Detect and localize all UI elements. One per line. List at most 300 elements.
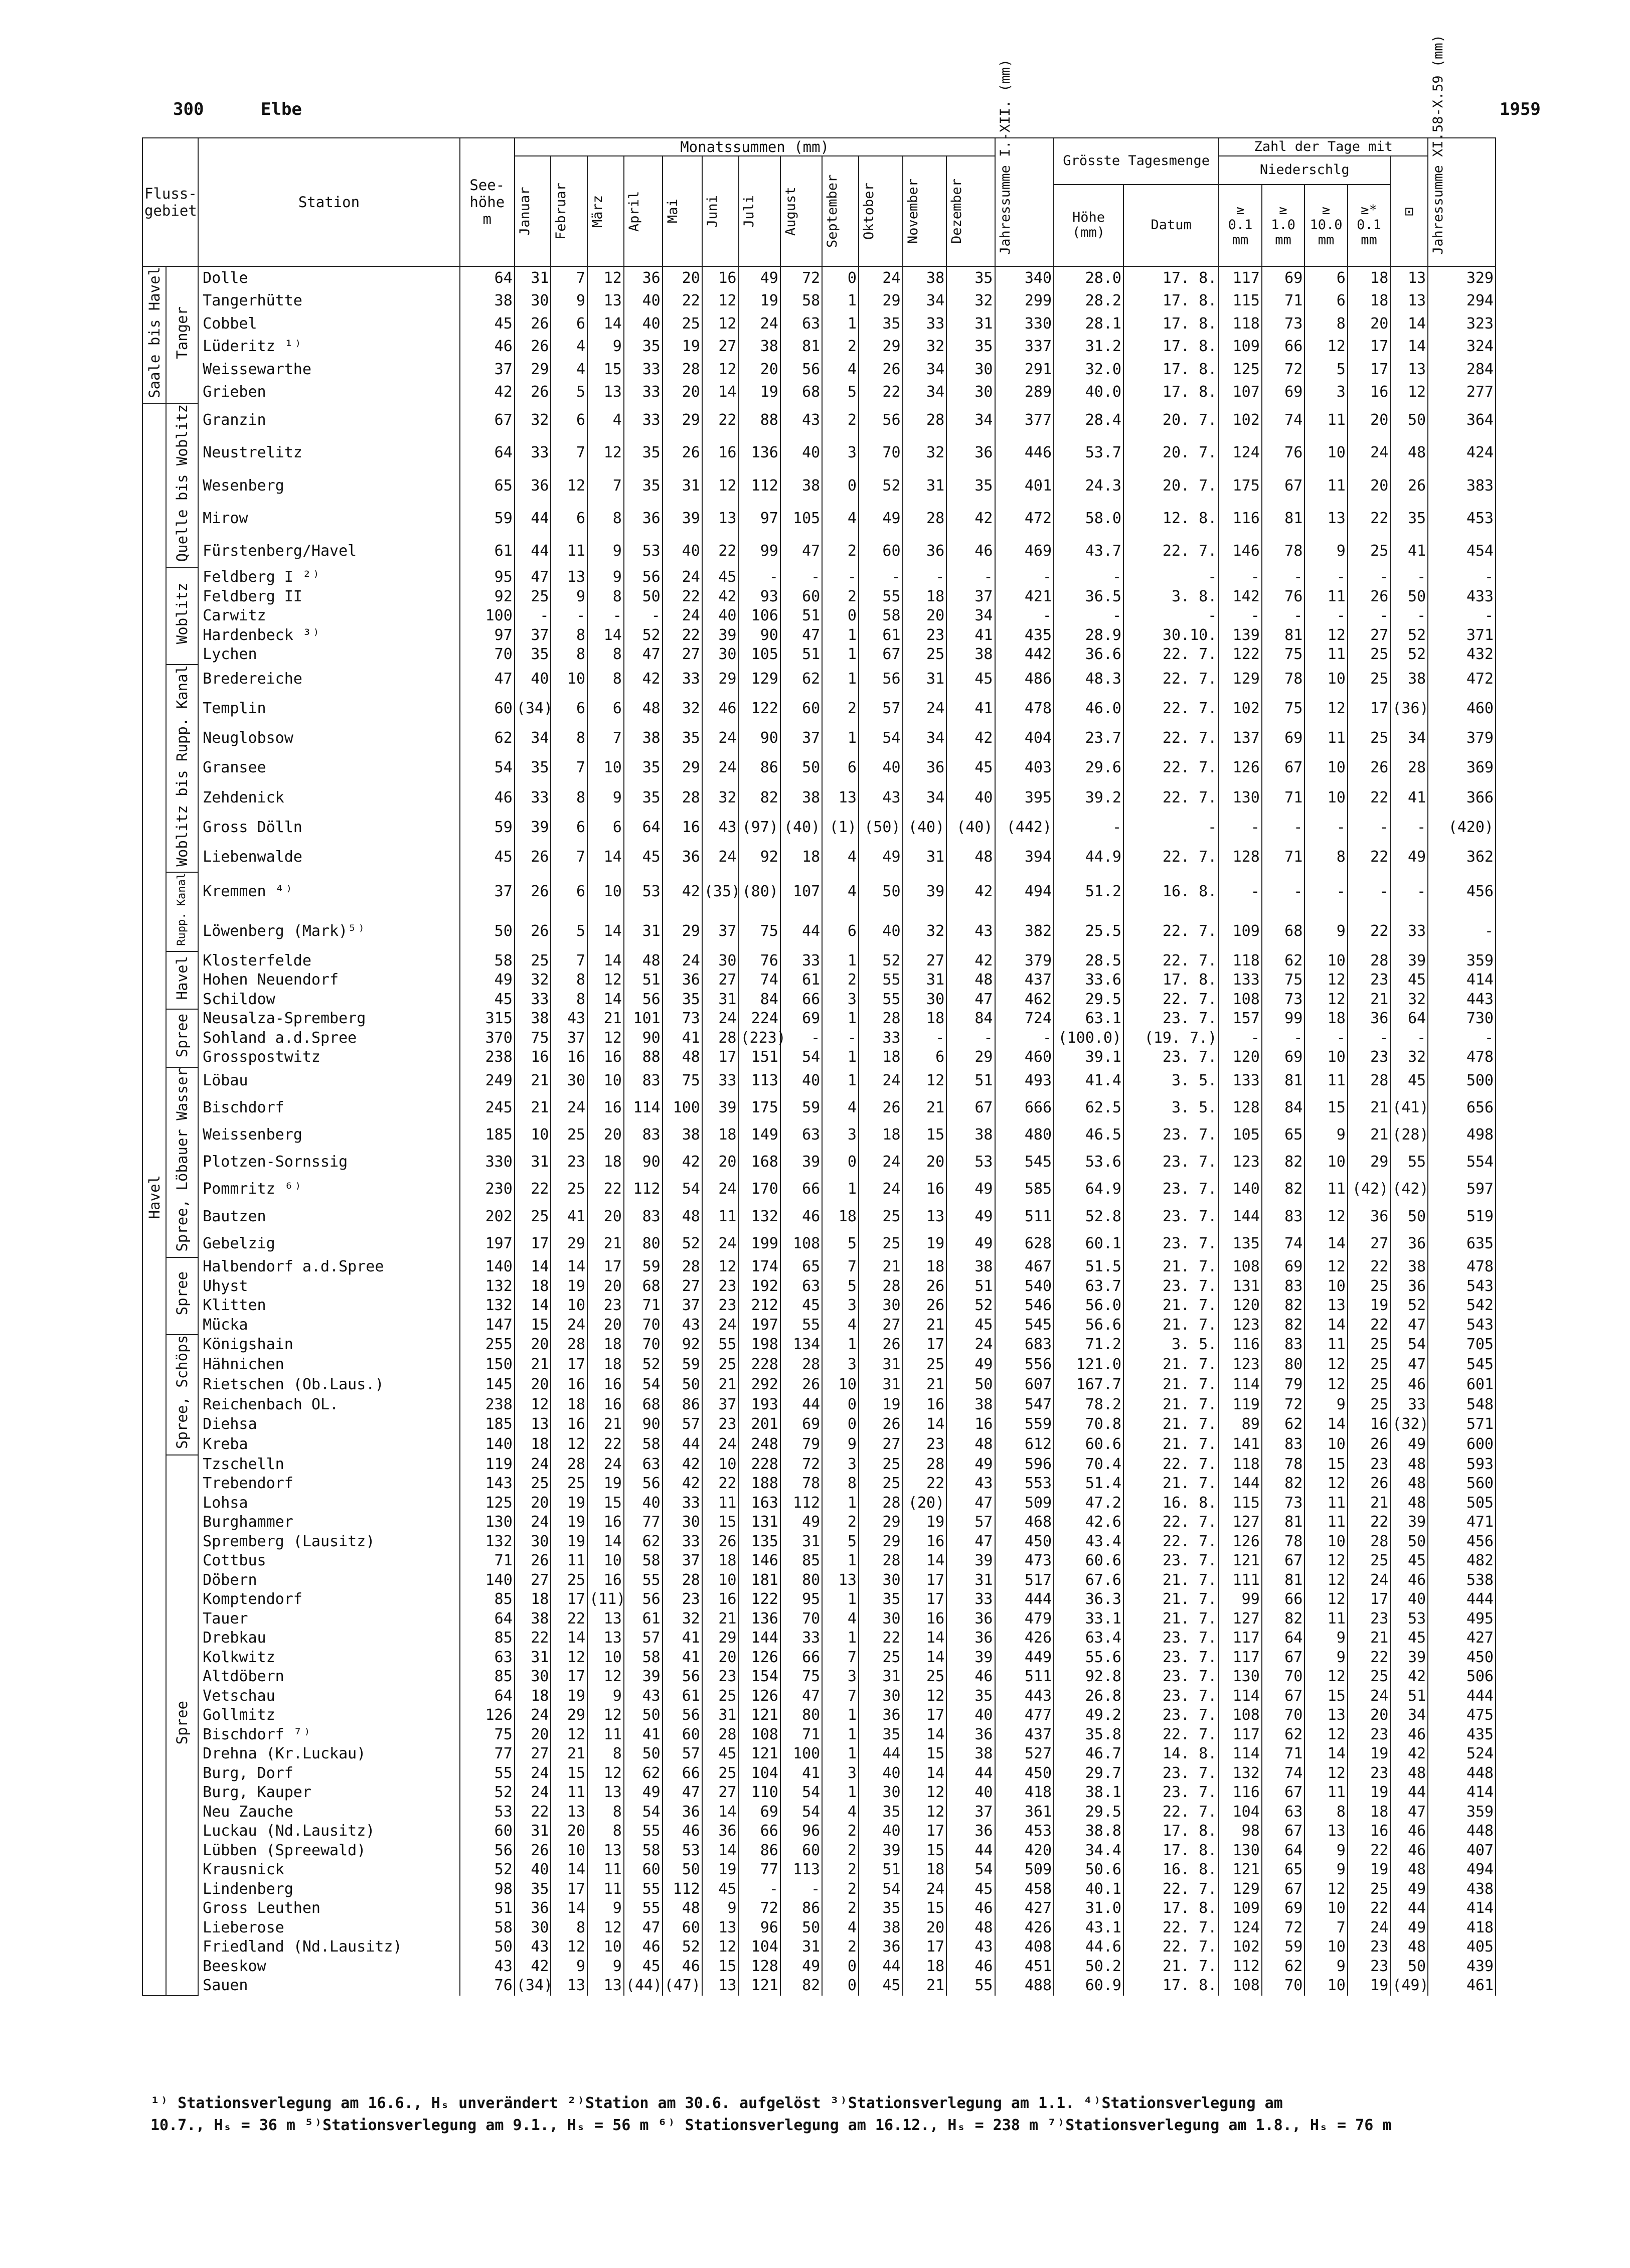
table-cell: 454 xyxy=(1428,535,1496,568)
table-cell: 292 xyxy=(739,1375,780,1395)
table-cell: 125 xyxy=(1219,358,1262,381)
table-cell: 130 xyxy=(460,1513,515,1532)
table-cell: 21. 7. xyxy=(1123,1415,1219,1435)
table-cell: - xyxy=(1390,1029,1428,1048)
table-cell: 57 xyxy=(624,1629,663,1648)
table-cell: (20) xyxy=(903,1494,947,1513)
table-cell: 67.6 xyxy=(1054,1571,1123,1590)
table-cell: 63 xyxy=(780,1277,822,1297)
table-cell: 81 xyxy=(1262,1571,1305,1590)
table-cell: 144 xyxy=(1219,1474,1262,1494)
table-cell: 16. 8. xyxy=(1123,872,1219,912)
table-cell: - xyxy=(1262,568,1305,587)
table-cell: 24 xyxy=(946,1335,995,1355)
table-cell: 13 xyxy=(1390,290,1428,313)
table-cell: 42 xyxy=(946,872,995,912)
table-cell: 41 xyxy=(1390,783,1428,813)
table-cell: 119 xyxy=(460,1455,515,1475)
table-cell: 144 xyxy=(1219,1203,1262,1230)
table-cell: 14 xyxy=(903,1648,947,1668)
table-cell: (100.0) xyxy=(1054,1029,1123,1048)
table-cell: 228 xyxy=(739,1455,780,1475)
table-cell: 61 xyxy=(460,535,515,568)
station-name: Lüderitz ¹⁾ xyxy=(198,336,460,359)
table-cell: 33 xyxy=(515,990,551,1010)
table-cell: 9 xyxy=(587,336,624,359)
table-cell: 63 xyxy=(780,1121,822,1149)
table-cell: 0 xyxy=(822,1395,859,1415)
table-cell: 76 xyxy=(739,951,780,971)
table-cell: 109 xyxy=(1219,912,1262,951)
table-cell: 28 xyxy=(1348,1067,1391,1094)
table-cell: 121 xyxy=(1219,1860,1262,1880)
table-cell: 24 xyxy=(1348,437,1391,469)
table-cell: 74 xyxy=(739,970,780,990)
table-cell: (28) xyxy=(1390,1121,1428,1149)
table-cell: 20 xyxy=(587,1203,624,1230)
table-cell: 67 xyxy=(1262,469,1305,502)
table-cell: 37 xyxy=(515,626,551,645)
table-cell: 60 xyxy=(780,587,822,607)
table-cell: 28 xyxy=(1348,1532,1391,1552)
table-cell: 394 xyxy=(995,843,1054,872)
table-cell: 44 xyxy=(515,535,551,568)
table-cell: 7 xyxy=(551,951,587,971)
table-cell: 86 xyxy=(739,1841,780,1861)
table-cell: 414 xyxy=(1428,1899,1496,1918)
table-cell: 13 xyxy=(587,381,624,404)
table-cell: 197 xyxy=(739,1316,780,1335)
table-cell: 41 xyxy=(946,694,995,724)
table-cell: 23 xyxy=(587,1296,624,1316)
table-cell: 14 xyxy=(551,1629,587,1648)
table-cell: 36 xyxy=(1390,1230,1428,1257)
header-month-8: August xyxy=(780,156,822,266)
table-cell: - xyxy=(1123,606,1219,626)
table-cell: 42 xyxy=(515,1957,551,1977)
table-cell: 60 xyxy=(780,694,822,724)
table-cell: 56 xyxy=(859,404,903,436)
table-cell: 601 xyxy=(1428,1375,1496,1395)
table-cell: 76 xyxy=(460,1976,515,1996)
table-cell: 57 xyxy=(663,1744,702,1764)
table-cell: 49 xyxy=(780,1957,822,1977)
table-cell: 43.1 xyxy=(1054,1918,1123,1938)
table-cell: 123 xyxy=(1219,1149,1262,1176)
table-cell: 38 xyxy=(1390,665,1428,694)
table-cell: 26 xyxy=(859,358,903,381)
table-cell: 16 xyxy=(946,1415,995,1435)
table-cell: 56 xyxy=(624,568,663,587)
table-cell: 418 xyxy=(995,1783,1054,1803)
table-cell: 22 xyxy=(515,1803,551,1822)
table-cell: 64 xyxy=(624,813,663,842)
table-cell: 53 xyxy=(946,1149,995,1176)
table-cell: 24 xyxy=(587,1455,624,1475)
table-cell: 13 xyxy=(1305,1296,1348,1316)
table-cell: - xyxy=(739,1880,780,1899)
table-cell: 13 xyxy=(551,568,587,587)
table-cell: 34 xyxy=(903,290,947,313)
table-cell: 72 xyxy=(1262,1395,1305,1415)
table-cell: 26 xyxy=(903,1277,947,1297)
table-cell: 60 xyxy=(460,694,515,724)
table-cell: 128 xyxy=(739,1957,780,1977)
table-cell: 26 xyxy=(702,1532,739,1552)
table-cell: 31 xyxy=(663,469,702,502)
table-cell: 108 xyxy=(1219,1976,1262,1996)
table-cell: 22 xyxy=(859,1629,903,1648)
table-cell: 71.2 xyxy=(1054,1335,1123,1355)
table-cell: 36 xyxy=(946,1609,995,1629)
table-cell: 28 xyxy=(859,1009,903,1029)
table-row xyxy=(142,1957,1496,1977)
table-cell: 28 xyxy=(859,1277,903,1297)
table-cell: 75 xyxy=(460,1725,515,1745)
table-cell: 424 xyxy=(1428,437,1496,469)
table-cell: 3. 5. xyxy=(1123,1335,1219,1355)
table-cell: 30 xyxy=(946,358,995,381)
table-cell: - xyxy=(1348,813,1391,842)
table-cell: 17 xyxy=(551,1667,587,1687)
table-cell: 75 xyxy=(663,1067,702,1094)
table-cell: 4 xyxy=(822,358,859,381)
table-cell: 543 xyxy=(1428,1277,1496,1297)
station-name: Mücka xyxy=(198,1316,460,1335)
table-cell: - xyxy=(780,568,822,587)
table-cell: 10 xyxy=(1305,951,1348,971)
table-cell: 11 xyxy=(551,535,587,568)
table-cell: 20 xyxy=(515,1494,551,1513)
table-cell: 25 xyxy=(903,1667,947,1687)
table-cell: - xyxy=(624,606,663,626)
table-cell: 13 xyxy=(1390,266,1428,290)
table-row xyxy=(142,665,1496,694)
table-cell: 21. 7. xyxy=(1123,1435,1219,1455)
table-cell: 44 xyxy=(780,912,822,951)
table-row xyxy=(142,1706,1496,1725)
table-row xyxy=(142,813,1496,842)
table-cell: 116 xyxy=(1219,1783,1262,1803)
table-cell: 97 xyxy=(460,626,515,645)
table-cell: 86 xyxy=(780,1899,822,1918)
table-cell: 9 xyxy=(587,1899,624,1918)
table-cell: 11 xyxy=(1305,1513,1348,1532)
table-cell: 70 xyxy=(1262,1976,1305,1996)
header-elevation: See- höhe m xyxy=(460,138,515,266)
subbasin-label: Spree, Löbauer Wasser xyxy=(166,1067,198,1257)
table-cell: 69 xyxy=(1262,724,1305,753)
table-cell: 75 xyxy=(515,1029,551,1048)
table-cell: 35 xyxy=(624,336,663,359)
table-cell: 5 xyxy=(551,912,587,951)
table-row xyxy=(142,1029,1496,1048)
table-cell: 39 xyxy=(780,1149,822,1176)
table-row xyxy=(142,1474,1496,1494)
table-cell: 81 xyxy=(1262,1513,1305,1532)
table-cell: - xyxy=(1348,872,1391,912)
table-cell: 29 xyxy=(515,358,551,381)
table-cell: 230 xyxy=(460,1176,515,1203)
table-cell: 60 xyxy=(780,1841,822,1861)
table-cell: 54 xyxy=(1390,1335,1428,1355)
table-cell: 70.4 xyxy=(1054,1455,1123,1475)
table-cell: 40 xyxy=(663,535,702,568)
table-cell: 17 xyxy=(903,1706,947,1725)
table-cell: 35 xyxy=(515,753,551,783)
table-cell: 607 xyxy=(995,1375,1054,1395)
table-cell: 13 xyxy=(551,1976,587,1996)
table-cell: 21 xyxy=(1348,990,1391,1010)
table-cell: 63 xyxy=(460,1648,515,1668)
station-name: Cottbus xyxy=(198,1551,460,1571)
table-cell: 12 xyxy=(702,1937,739,1957)
table-cell: 15 xyxy=(903,1899,947,1918)
table-cell: 43 xyxy=(624,1687,663,1706)
table-cell: 3 xyxy=(822,437,859,469)
table-cell: 7 xyxy=(822,1257,859,1277)
table-row xyxy=(142,1455,1496,1475)
table-cell: 43 xyxy=(946,1937,995,1957)
table-cell: 63 xyxy=(624,1455,663,1475)
table-cell: 10 xyxy=(1305,1149,1348,1176)
table-cell: 80 xyxy=(624,1230,663,1257)
table-cell: 19 xyxy=(551,1687,587,1706)
table-cell: 8 xyxy=(587,1822,624,1841)
table-cell: 17 xyxy=(1348,336,1391,359)
table-cell: 74 xyxy=(1262,1764,1305,1784)
table-cell: - xyxy=(1054,813,1123,842)
table-cell: 547 xyxy=(995,1395,1054,1415)
table-cell: 366 xyxy=(1428,783,1496,813)
table-cell: 23 xyxy=(702,1415,739,1435)
table-cell: 36 xyxy=(903,535,947,568)
table-cell: 41 xyxy=(1390,535,1428,568)
table-row xyxy=(142,1841,1496,1861)
table-row xyxy=(142,1725,1496,1745)
table-cell: 52.8 xyxy=(1054,1203,1123,1230)
table-cell: 324 xyxy=(1428,336,1496,359)
table-cell: 4 xyxy=(822,1094,859,1121)
table-cell: 40 xyxy=(859,1822,903,1841)
table-cell: 89 xyxy=(1219,1415,1262,1435)
table-cell: 22. 7. xyxy=(1123,783,1219,813)
table-cell: 13 xyxy=(1305,502,1348,535)
table-cell: 25 xyxy=(1348,535,1391,568)
table-cell: 130 xyxy=(1219,783,1262,813)
table-cell: 6 xyxy=(587,813,624,842)
table-cell: 50 xyxy=(460,1937,515,1957)
table-cell: 48 xyxy=(663,1048,702,1067)
table-cell: 22 xyxy=(1348,1257,1391,1277)
table-row xyxy=(142,1094,1496,1121)
table-cell: 25 xyxy=(551,1474,587,1494)
table-cell: 26 xyxy=(515,1551,551,1571)
table-cell: 299 xyxy=(995,290,1054,313)
table-cell: 107 xyxy=(1219,381,1262,404)
table-row xyxy=(142,1513,1496,1532)
table-cell: 131 xyxy=(1219,1277,1262,1297)
table-row xyxy=(142,1149,1496,1176)
table-cell: 15 xyxy=(1305,1687,1348,1706)
table-cell: 22 xyxy=(1348,1648,1391,1668)
table-cell: 6 xyxy=(822,753,859,783)
table-cell: 33 xyxy=(515,783,551,813)
table-cell: 18 xyxy=(1348,266,1391,290)
table-cell: 23. 7. xyxy=(1123,1629,1219,1648)
table-row xyxy=(142,1783,1496,1803)
table-cell: - xyxy=(1054,568,1123,587)
table-cell: 22. 7. xyxy=(1123,665,1219,694)
table-cell: 42 xyxy=(663,1455,702,1475)
station-name: Hohen Neuendorf xyxy=(198,970,460,990)
subbasin-label: Woblitz bis Rupp. Kanal xyxy=(166,665,198,872)
table-cell: 82 xyxy=(1262,1474,1305,1494)
table-cell: 42 xyxy=(663,1474,702,1494)
table-cell: 511 xyxy=(995,1203,1054,1230)
table-cell: 30.10. xyxy=(1123,626,1219,645)
table-cell: 16 xyxy=(1348,381,1391,404)
table-cell: 72 xyxy=(1262,1918,1305,1938)
table-cell: 59 xyxy=(460,502,515,535)
station-name: Cobbel xyxy=(198,312,460,336)
table-cell: 112 xyxy=(624,1176,663,1203)
table-cell: 19 xyxy=(551,1277,587,1297)
table-cell: 12 xyxy=(1305,1474,1348,1494)
table-cell: 16 xyxy=(1348,1822,1391,1841)
table-cell: 359 xyxy=(1428,1803,1496,1822)
table-cell: 8 xyxy=(587,665,624,694)
table-cell: (47) xyxy=(663,1976,702,1996)
table-cell: 1 xyxy=(822,1009,859,1029)
table-cell: 23 xyxy=(663,1590,702,1609)
table-row xyxy=(142,872,1496,912)
table-cell: 32 xyxy=(663,1609,702,1629)
table-cell: 140 xyxy=(460,1571,515,1590)
table-cell: 666 xyxy=(995,1094,1054,1121)
table-cell: 730 xyxy=(1428,1009,1496,1029)
table-cell: 26 xyxy=(859,1094,903,1121)
table-cell: 45 xyxy=(624,843,663,872)
table-cell: 68 xyxy=(624,1277,663,1297)
table-cell: 52 xyxy=(624,1355,663,1375)
table-cell: (40) xyxy=(946,813,995,842)
table-cell: 10 xyxy=(587,872,624,912)
table-cell: 2 xyxy=(822,1822,859,1841)
table-cell: 17. 8. xyxy=(1123,266,1219,290)
table-cell: 585 xyxy=(995,1176,1054,1203)
table-cell: 2 xyxy=(822,1841,859,1861)
table-cell: 25 xyxy=(515,1474,551,1494)
table-cell: 198 xyxy=(739,1335,780,1355)
table-cell: 35 xyxy=(663,724,702,753)
table-cell: 38 xyxy=(946,645,995,665)
table-cell: 28 xyxy=(663,1257,702,1277)
table-cell: 42 xyxy=(663,1149,702,1176)
table-cell: 35 xyxy=(663,990,702,1010)
table-cell: 65 xyxy=(1262,1860,1305,1880)
table-cell: 129 xyxy=(739,665,780,694)
table-cell: 291 xyxy=(995,358,1054,381)
table-cell: 20 xyxy=(739,358,780,381)
table-cell: 61 xyxy=(624,1609,663,1629)
table-cell: 25 xyxy=(515,587,551,607)
table-cell: 69 xyxy=(780,1415,822,1435)
table-cell: 99 xyxy=(739,535,780,568)
table-cell: 77 xyxy=(460,1744,515,1764)
station-name: Lohsa xyxy=(198,1494,460,1513)
table-cell: 14 xyxy=(587,626,624,645)
table-cell: 42 xyxy=(663,872,702,912)
table-cell: 107 xyxy=(780,872,822,912)
table-cell: 70 xyxy=(624,1316,663,1335)
table-cell: 116 xyxy=(1219,502,1262,535)
table-cell: 47 xyxy=(515,568,551,587)
header-precip-10: ≥ 1.0 mm xyxy=(1262,185,1305,266)
station-name: Neuglobsow xyxy=(198,724,460,753)
table-row xyxy=(142,1296,1496,1316)
table-cell: 62 xyxy=(1262,1957,1305,1977)
station-name: Hähnichen xyxy=(198,1355,460,1375)
table-cell: 17. 8. xyxy=(1123,290,1219,313)
table-cell: 140 xyxy=(1219,1176,1262,1203)
header-month-7: Juli xyxy=(739,156,780,266)
table-cell: 38 xyxy=(946,1395,995,1415)
table-cell: 479 xyxy=(995,1609,1054,1629)
table-cell: 49 xyxy=(946,1176,995,1203)
table-cell: - xyxy=(1390,568,1428,587)
table-cell: 41 xyxy=(663,1029,702,1048)
table-cell: 12 xyxy=(1305,1667,1348,1687)
table-cell: 23. 7. xyxy=(1123,1277,1219,1297)
table-cell: 56 xyxy=(624,1590,663,1609)
table-cell: 64 xyxy=(460,1687,515,1706)
table-cell: 55 xyxy=(624,1880,663,1899)
table-cell: 13 xyxy=(702,1976,739,1996)
table-cell: 105 xyxy=(1219,1121,1262,1149)
table-cell: 192 xyxy=(739,1277,780,1297)
table-cell: 14 xyxy=(702,1841,739,1861)
table-cell: 63 xyxy=(1262,1803,1305,1822)
table-cell: 19 xyxy=(859,1395,903,1415)
station-name: Neustrelitz xyxy=(198,437,460,469)
table-cell: 45 xyxy=(702,568,739,587)
table-cell: 21 xyxy=(903,1094,947,1121)
table-cell: 36 xyxy=(859,1706,903,1725)
table-cell: - xyxy=(1219,872,1262,912)
table-cell: 28 xyxy=(702,1029,739,1048)
table-cell: 22. 7. xyxy=(1123,1937,1219,1957)
table-cell: 30 xyxy=(903,990,947,1010)
table-row xyxy=(142,1395,1496,1415)
table-cell: 24 xyxy=(702,1176,739,1203)
table-cell: 22 xyxy=(587,1435,624,1455)
table-cell: 17. 8. xyxy=(1123,1841,1219,1861)
table-cell: 62 xyxy=(1262,1415,1305,1435)
table-cell: 55 xyxy=(624,1571,663,1590)
table-cell: 128 xyxy=(1219,1094,1262,1121)
table-cell: 82 xyxy=(1262,1176,1305,1203)
table-cell: 36.3 xyxy=(1054,1590,1123,1609)
table-cell: 683 xyxy=(995,1335,1054,1355)
table-cell: 21 xyxy=(1348,1629,1391,1648)
table-cell: 12 xyxy=(551,1648,587,1668)
table-cell: 22 xyxy=(663,626,702,645)
table-cell: 83 xyxy=(624,1203,663,1230)
table-cell: - xyxy=(1262,813,1305,842)
table-cell: 48 xyxy=(663,1899,702,1918)
table-cell: 2 xyxy=(822,404,859,436)
